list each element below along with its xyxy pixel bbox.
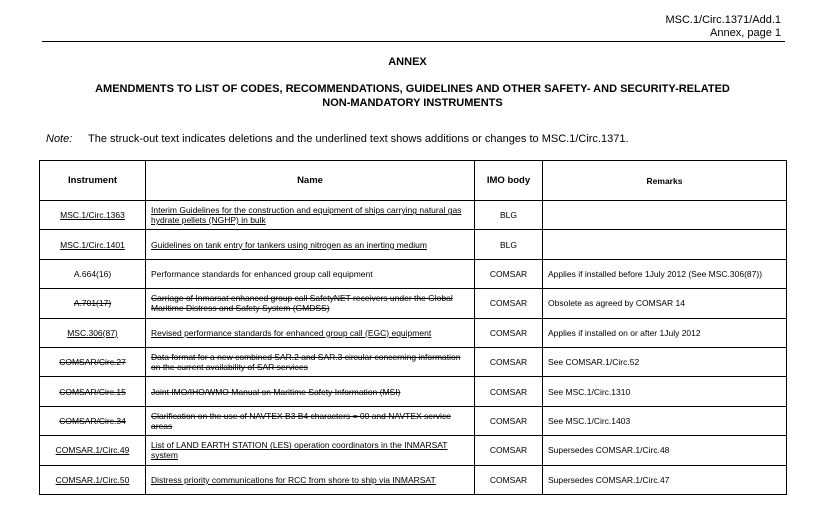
document-reference: [665, 14, 781, 40]
table-row: [40, 465, 787, 494]
instrument-cell: COMSAR/Circ.15: [40, 377, 146, 406]
imo-body-cell: COMSAR: [475, 377, 543, 406]
instrument-cell: COMSAR.1/Circ.49: [40, 436, 146, 465]
imo-body-cell: BLG: [475, 230, 543, 259]
col-header-remarks: Remarks: [543, 161, 787, 201]
remarks-cell: [543, 230, 787, 259]
imo-body-cell: BLG: [475, 201, 543, 230]
name-cell: Joint IMO/IHO/WMO Manual on Maritime Safety Information (MSI): [146, 377, 475, 406]
table-row: [40, 347, 787, 376]
annex-heading: ANNEX: [388, 56, 427, 68]
col-header-name: Name: [146, 161, 475, 201]
name-cell: Interim Guidelines for the construction and equipment of ships carrying natural gas hydrate pellets (NGHP) in bulk: [146, 201, 475, 230]
remarks-cell: [543, 201, 787, 230]
note-label: Note:: [46, 133, 73, 145]
remarks-cell: See MSC.1/Circ.1403: [543, 406, 787, 435]
title-line-2: NON-MANDATORY INSTRUMENTS: [322, 97, 503, 109]
col-header-imo-body: IMO body: [475, 161, 543, 201]
imo-body-cell: COMSAR: [475, 436, 543, 465]
remarks-cell: See MSC.1/Circ.1310: [543, 377, 787, 406]
imo-body-cell: COMSAR: [475, 465, 543, 494]
instrument-cell: MSC.1/Circ.1363: [40, 201, 146, 230]
remarks-cell: Obsolete as agreed by COMSAR 14: [543, 289, 787, 318]
instrument-cell: MSC.1/Circ.1401: [40, 230, 146, 259]
imo-body-cell: COMSAR: [475, 318, 543, 347]
table-header-row: [40, 161, 787, 201]
header-rule: [42, 41, 785, 42]
table-row: [40, 318, 787, 347]
name-cell: Guidelines on tank entry for tankers using nitrogen as an inerting medium: [146, 230, 475, 259]
name-cell: Carriage of Inmarsat enhanced group call SafetyNET receivers under the Global Maritime Distress and Safety System (GMDSS): [146, 289, 475, 318]
imo-body-cell: COMSAR: [475, 259, 543, 288]
name-cell: Clarification on the use of NAVTEX B3 B4 characters = 00 and NAVTEX service areas: [146, 406, 475, 435]
remarks-cell: Supersedes COMSAR.1/Circ.48: [543, 436, 787, 465]
imo-body-cell: COMSAR: [475, 347, 543, 376]
col-header-instrument: Instrument: [40, 161, 146, 201]
name-cell: Performance standards for enhanced group call equipment: [146, 259, 475, 288]
instrument-cell: MSC.306(87): [40, 318, 146, 347]
name-cell: Distress priority communications for RCC from shore to ship via INMARSAT: [146, 465, 475, 494]
remarks-cell: Supersedes COMSAR.1/Circ.47: [543, 465, 787, 494]
name-cell: Revised performance standards for enhanced group call (EGC) equipment: [146, 318, 475, 347]
table-row: [40, 230, 787, 259]
instruments-table: [39, 160, 787, 495]
instrument-cell: COMSAR/Circ.27: [40, 347, 146, 376]
note-paragraph: [46, 133, 629, 145]
instrument-cell: COMSAR/Circ.34: [40, 406, 146, 435]
remarks-cell: See COMSAR.1/Circ.52: [543, 347, 787, 376]
instrument-cell: A.664(16): [40, 259, 146, 288]
imo-body-cell: COMSAR: [475, 289, 543, 318]
document-title: [60, 82, 765, 110]
instrument-cell: A.701(17): [40, 289, 146, 318]
table-row: [40, 436, 787, 465]
instrument-cell: COMSAR.1/Circ.50: [40, 465, 146, 494]
title-line-1: AMENDMENTS TO LIST OF CODES, RECOMMENDATIONS, GUIDELINES AND OTHER SAFETY- AND SECURITY-RELATED: [95, 83, 730, 95]
table-row: [40, 377, 787, 406]
imo-body-cell: COMSAR: [475, 406, 543, 435]
table-row: [40, 406, 787, 435]
note-text: The struck-out text indicates deletions and the underlined text shows additions or changes to MSC.1/Circ.1371.: [88, 133, 629, 145]
remarks-cell: Applies if installed before 1July 2012 (See MSC.306(87)): [543, 259, 787, 288]
name-cell: Data format for a new combined SAR.2 and SAR.3 circular concerning information on the current availability of SAR services: [146, 347, 475, 376]
table-row: [40, 201, 787, 230]
doc-ref-line1: MSC.1/Circ.1371/Add.1: [665, 14, 781, 26]
table-row: [40, 259, 787, 288]
table-row: [40, 289, 787, 318]
doc-ref-line2: Annex, page 1: [710, 27, 781, 39]
remarks-cell: Applies if installed on or after 1July 2012: [543, 318, 787, 347]
name-cell: List of LAND EARTH STATION (LES) operation coordinators in the INMARSAT system: [146, 436, 475, 465]
